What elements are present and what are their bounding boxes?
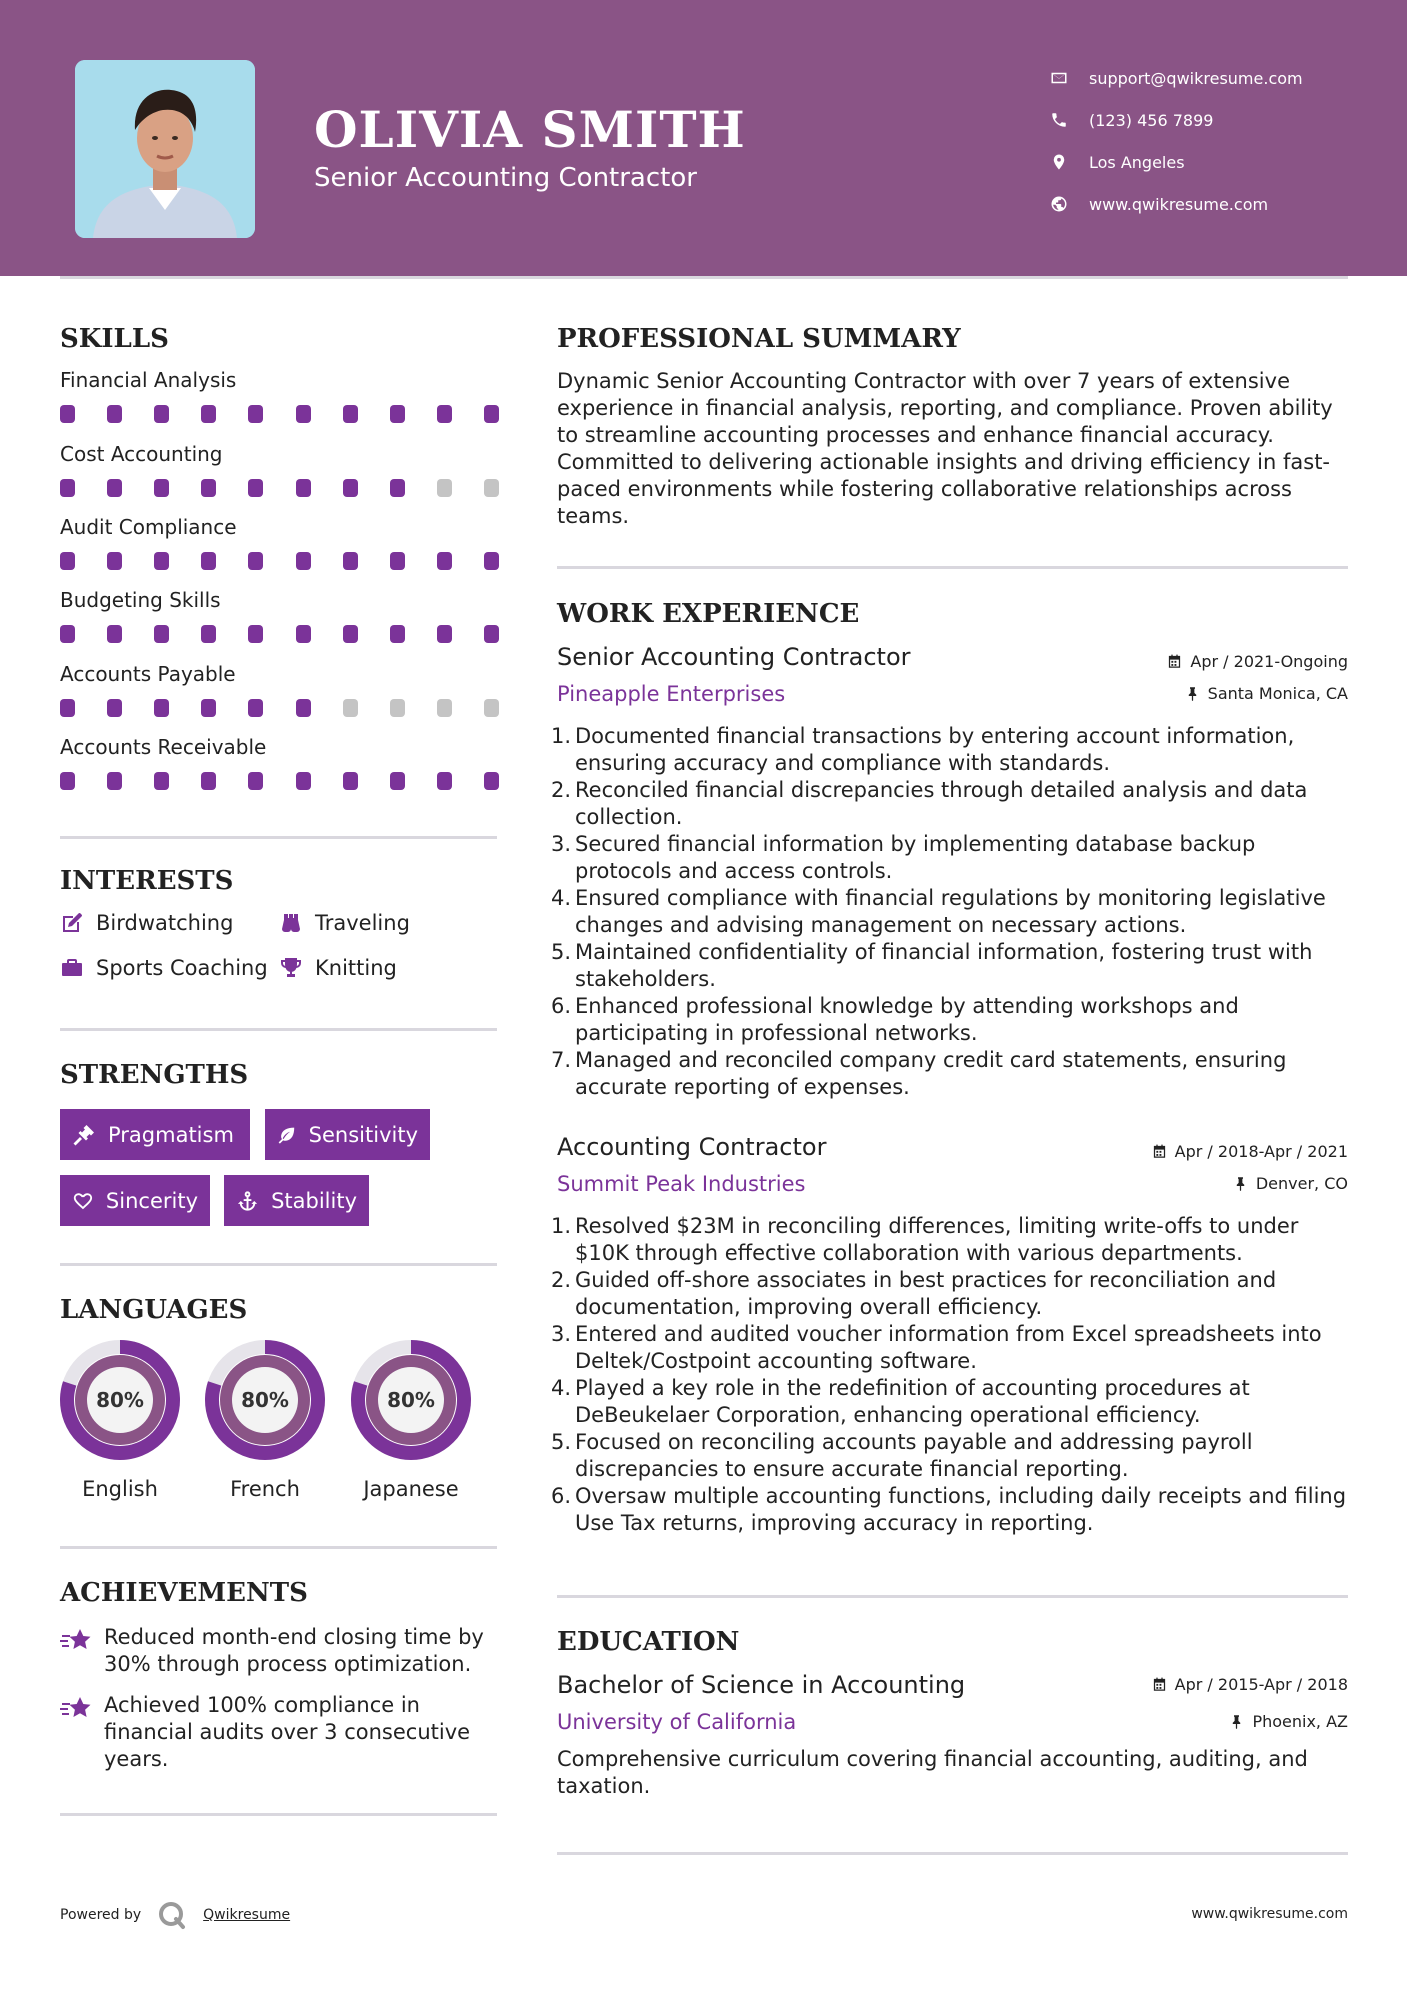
skill-dot-filled bbox=[343, 772, 358, 790]
experience-heading: WORK EXPERIENCE bbox=[557, 599, 860, 629]
language-percent: 80% bbox=[387, 1388, 435, 1412]
job-location-text: Denver, CO bbox=[1255, 1174, 1348, 1193]
job-bullet: 3. Entered and audited voucher information from Excel spreadsheets into Deltek/Costpoint accounting software. bbox=[551, 1322, 1322, 1373]
skill-rating bbox=[60, 479, 500, 497]
skill-dot-filled bbox=[296, 699, 311, 717]
strength-label: Sincerity bbox=[105, 1188, 198, 1213]
calendar-icon bbox=[1152, 1144, 1167, 1159]
footer-powered-by bbox=[60, 1900, 290, 1930]
skill-dot-filled bbox=[154, 625, 169, 643]
profile-photo bbox=[75, 60, 255, 238]
job-bullet: 1. Documented financial transactions by entering account information, ensuring accuracy and compliance with standards. bbox=[551, 724, 1295, 775]
anchor-icon bbox=[236, 1189, 259, 1213]
skill-dot-filled bbox=[248, 552, 263, 570]
globe-icon bbox=[1050, 195, 1068, 213]
skill-dot-filled bbox=[107, 552, 122, 570]
education-description: Comprehensive curriculum covering financial accounting, auditing, and taxation. bbox=[557, 1747, 1308, 1798]
language-ring bbox=[351, 1340, 471, 1460]
calendar-icon bbox=[1167, 654, 1182, 669]
interest-label: Birdwatching bbox=[96, 911, 234, 935]
education-dates-text: Apr / 2015-Apr / 2018 bbox=[1174, 1675, 1348, 1694]
skill-dot-filled bbox=[60, 625, 75, 643]
profile-photo-image bbox=[75, 60, 255, 238]
job-title: Accounting Contractor bbox=[557, 1133, 827, 1161]
section-divider bbox=[60, 1028, 497, 1031]
trophy-icon bbox=[279, 956, 303, 980]
language-ring bbox=[205, 1340, 325, 1460]
skill-dot-empty bbox=[343, 699, 358, 717]
interest-label: Sports Coaching bbox=[96, 956, 268, 980]
phone-icon bbox=[1050, 111, 1068, 129]
skill-dot-filled bbox=[296, 479, 311, 497]
skill-rating bbox=[60, 625, 500, 643]
section-divider bbox=[60, 1813, 497, 1816]
skill-label-accounts-receivable: Accounts Receivable bbox=[60, 735, 267, 759]
language-percent: 80% bbox=[241, 1388, 289, 1412]
location-pin-icon bbox=[1050, 153, 1068, 171]
section-divider bbox=[60, 1546, 497, 1549]
skill-rating bbox=[60, 552, 500, 570]
skill-dot-filled bbox=[248, 699, 263, 717]
skill-dot-filled bbox=[201, 772, 216, 790]
skill-dot-filled bbox=[437, 405, 452, 423]
interest-label: Knitting bbox=[315, 956, 397, 980]
achievement-text: Reduced month-end closing time by 30% through process optimization. bbox=[104, 1625, 484, 1676]
skill-dot-filled bbox=[296, 552, 311, 570]
skill-dot-filled bbox=[107, 405, 122, 423]
skill-dot-filled bbox=[201, 552, 216, 570]
language-percent: 80% bbox=[96, 1388, 144, 1412]
skill-dot-filled bbox=[60, 552, 75, 570]
skill-dot-filled bbox=[154, 479, 169, 497]
header-divider bbox=[60, 276, 1348, 279]
education-heading: EDUCATION bbox=[557, 1627, 740, 1657]
education-degree: Bachelor of Science in Accounting bbox=[557, 1671, 966, 1699]
calendar-icon bbox=[1152, 1677, 1167, 1692]
job-location-text: Santa Monica, CA bbox=[1207, 684, 1348, 703]
skill-dot-filled bbox=[248, 772, 263, 790]
contact-phone[interactable] bbox=[1050, 99, 1370, 141]
skill-dot-filled bbox=[107, 699, 122, 717]
job-bullet: 5. Maintained confidentiality of financial information, fostering trust with stakeholders. bbox=[551, 940, 1313, 991]
summary-heading: PROFESSIONAL SUMMARY bbox=[557, 324, 961, 354]
qwikresume-link[interactable]: Qwikresume bbox=[203, 1907, 291, 1923]
skill-dot-filled bbox=[60, 479, 75, 497]
job-bullet: 6. Oversaw multiple accounting functions, including daily receipts and filing Use Tax returns, improving accuracy in reporting. bbox=[551, 1484, 1347, 1535]
star-icon bbox=[60, 1694, 92, 1724]
skill-dot-empty bbox=[484, 479, 499, 497]
skill-dot-filled bbox=[390, 772, 405, 790]
skill-label-budgeting-skills: Budgeting Skills bbox=[60, 588, 221, 612]
education-dates bbox=[1152, 1675, 1348, 1694]
heart-icon bbox=[72, 1189, 94, 1213]
skill-dot-filled bbox=[343, 625, 358, 643]
section-divider bbox=[557, 566, 1348, 569]
candidate-name: OLIVIA SMITH bbox=[314, 100, 746, 159]
skill-label-accounts-payable: Accounts Payable bbox=[60, 662, 236, 686]
summary-text: Dynamic Senior Accounting Contractor with over 7 years of extensive experience in financial analysis, reporting, and compliance. Proven ability to streamline accounting processes and enhance financial accuracy. Committed to delivering actionable insights and driving efficiency in fast-paced environments while fostering collaborative relationships across teams. bbox=[557, 369, 1333, 528]
contact-website-text: www.qwikresume.com bbox=[1089, 194, 1269, 214]
education-location-text: Phoenix, AZ bbox=[1252, 1712, 1348, 1731]
job-bullet: 3. Secured financial information by implementing database backup protocols and access controls. bbox=[551, 832, 1256, 883]
skill-rating bbox=[60, 699, 500, 717]
skill-dot-filled bbox=[296, 625, 311, 643]
contact-email-text: support@qwikresume.com bbox=[1089, 68, 1303, 88]
contact-phone-text: (123) 456 7899 bbox=[1089, 110, 1214, 130]
language-label: English bbox=[82, 1477, 158, 1501]
job-dates bbox=[1152, 1142, 1348, 1161]
contact-location-text: Los Angeles bbox=[1089, 152, 1185, 172]
star-icon bbox=[60, 1626, 92, 1656]
skill-dot-filled bbox=[201, 479, 216, 497]
skill-dot-empty bbox=[484, 699, 499, 717]
job-dates-text: Apr / 2018-Apr / 2021 bbox=[1174, 1142, 1348, 1161]
section-divider bbox=[557, 1595, 1348, 1598]
skill-dot-filled bbox=[248, 479, 263, 497]
skill-label-financial-analysis: Financial Analysis bbox=[60, 368, 237, 392]
interest-item bbox=[279, 956, 397, 980]
pushpin-icon bbox=[1233, 1176, 1248, 1191]
job-location bbox=[1233, 1174, 1348, 1193]
section-divider bbox=[60, 836, 497, 839]
education-location bbox=[1229, 1712, 1348, 1731]
skill-dot-filled bbox=[437, 552, 452, 570]
skill-dot-filled bbox=[201, 405, 216, 423]
strength-tag bbox=[60, 1109, 250, 1160]
job-bullet: 4. Ensured compliance with financial regulations by monitoring legislative changes and advising management on necessary actions. bbox=[551, 886, 1326, 937]
interest-item bbox=[60, 911, 233, 935]
skill-dot-filled bbox=[201, 625, 216, 643]
job-bullet: 6. Enhanced professional knowledge by attending workshops and participating in professional networks. bbox=[551, 994, 1239, 1045]
skill-dot-filled bbox=[343, 479, 358, 497]
skill-dot-filled bbox=[154, 405, 169, 423]
job-dates-text: Apr / 2021-Ongoing bbox=[1190, 652, 1348, 671]
binoculars-icon bbox=[279, 911, 303, 935]
skill-dot-filled bbox=[154, 552, 169, 570]
skill-dot-filled bbox=[390, 479, 405, 497]
skill-dot-filled bbox=[437, 625, 452, 643]
interest-item bbox=[279, 911, 410, 935]
strength-tag bbox=[60, 1175, 210, 1226]
resume-header bbox=[0, 0, 1407, 276]
strength-label: Sensitivity bbox=[308, 1122, 418, 1147]
skill-rating bbox=[60, 405, 500, 423]
skill-dot-filled bbox=[390, 625, 405, 643]
powered-by-text: Powered by bbox=[60, 1907, 142, 1923]
gavel-icon bbox=[72, 1123, 96, 1147]
skill-dot-filled bbox=[343, 405, 358, 423]
skill-dot-filled bbox=[484, 552, 499, 570]
language-item bbox=[205, 1340, 325, 1501]
skill-dot-filled bbox=[154, 699, 169, 717]
skill-dot-filled bbox=[390, 405, 405, 423]
skill-dot-filled bbox=[107, 772, 122, 790]
job-bullet: 5. Focused on reconciling accounts payable and addressing payroll discrepancies to ensure accurate financial reporting. bbox=[551, 1430, 1253, 1481]
strength-label: Stability bbox=[271, 1188, 357, 1213]
section-divider bbox=[60, 1263, 497, 1266]
skill-dot-filled bbox=[296, 772, 311, 790]
candidate-title: Senior Accounting Contractor bbox=[314, 163, 697, 193]
achievements-heading: ACHIEVEMENTS bbox=[60, 1578, 308, 1608]
skill-dot-filled bbox=[107, 625, 122, 643]
job-bullet: 7. Managed and reconciled company credit card statements, ensuring accurate reporting of expenses. bbox=[551, 1048, 1287, 1099]
briefcase-icon bbox=[60, 956, 84, 980]
job-bullet: 1. Resolved $23M in reconciling differences, limiting write-offs to under $10K through effective collaboration with various departments. bbox=[551, 1214, 1299, 1265]
skill-dot-filled bbox=[296, 405, 311, 423]
skill-dot-filled bbox=[248, 405, 263, 423]
skill-dot-filled bbox=[154, 772, 169, 790]
job-title: Senior Accounting Contractor bbox=[557, 643, 911, 671]
education-school: University of California bbox=[557, 1710, 797, 1734]
job-dates bbox=[1167, 652, 1348, 671]
skill-label-cost-accounting: Cost Accounting bbox=[60, 442, 223, 466]
job-bullets bbox=[551, 723, 1357, 1101]
achievement-item bbox=[60, 1624, 500, 1678]
language-label: French bbox=[230, 1477, 300, 1501]
languages-heading: LANGUAGES bbox=[60, 1295, 248, 1325]
skill-dot-empty bbox=[437, 479, 452, 497]
edit-icon bbox=[60, 911, 84, 935]
skill-dot-filled bbox=[248, 625, 263, 643]
job-company: Summit Peak Industries bbox=[557, 1172, 806, 1196]
contact-list bbox=[1050, 57, 1370, 225]
job-bullet: 2. Guided off-shore associates in best practices for reconciliation and documentation, improving overall efficiency. bbox=[551, 1268, 1277, 1319]
skill-dot-filled bbox=[107, 479, 122, 497]
pushpin-icon bbox=[1229, 1714, 1244, 1729]
language-label: Japanese bbox=[363, 1477, 459, 1501]
language-item bbox=[60, 1340, 180, 1501]
pushpin-icon bbox=[1185, 686, 1200, 701]
job-company: Pineapple Enterprises bbox=[557, 682, 786, 706]
skills-heading: SKILLS bbox=[60, 324, 169, 354]
email-icon bbox=[1050, 69, 1068, 87]
strengths-heading: STRENGTHS bbox=[60, 1060, 249, 1090]
skill-dot-filled bbox=[437, 772, 452, 790]
skill-dot-filled bbox=[484, 625, 499, 643]
contact-email[interactable] bbox=[1050, 57, 1370, 99]
leaf-icon bbox=[277, 1123, 297, 1147]
strength-tag bbox=[224, 1175, 369, 1226]
skill-dot-filled bbox=[60, 772, 75, 790]
skill-dot-empty bbox=[437, 699, 452, 717]
job-bullet: 2. Reconciled financial discrepancies through detailed analysis and data collection. bbox=[551, 778, 1308, 829]
job-bullet: 4. Played a key role in the redefinition of accounting procedures at DeBeukelaer Corporation, enhancing operational efficiency. bbox=[551, 1376, 1250, 1427]
skill-dot-filled bbox=[60, 405, 75, 423]
skill-dot-empty bbox=[390, 699, 405, 717]
skill-dot-filled bbox=[201, 699, 216, 717]
skill-dot-filled bbox=[390, 552, 405, 570]
language-ring bbox=[60, 1340, 180, 1460]
skill-dot-filled bbox=[484, 405, 499, 423]
interests-heading: INTERESTS bbox=[60, 866, 234, 896]
footer-url[interactable]: www.qwikresume.com bbox=[1191, 1906, 1348, 1922]
qwikresume-logo-icon bbox=[157, 1900, 187, 1930]
skill-dot-filled bbox=[343, 552, 358, 570]
strength-tag bbox=[265, 1109, 430, 1160]
skill-rating bbox=[60, 772, 500, 790]
skill-label-audit-compliance: Audit Compliance bbox=[60, 515, 237, 539]
skill-dot-filled bbox=[60, 699, 75, 717]
interest-item bbox=[60, 956, 268, 980]
contact-website[interactable] bbox=[1050, 183, 1370, 225]
job-location bbox=[1185, 684, 1348, 703]
language-item bbox=[351, 1340, 471, 1501]
job-bullets bbox=[551, 1213, 1357, 1537]
achievement-text: Achieved 100% compliance in financial audits over 3 consecutive years. bbox=[104, 1693, 471, 1771]
section-divider bbox=[557, 1852, 1348, 1855]
interest-label: Traveling bbox=[315, 911, 410, 935]
skill-dot-filled bbox=[484, 772, 499, 790]
achievement-item bbox=[60, 1692, 500, 1773]
strength-label: Pragmatism bbox=[108, 1122, 234, 1147]
contact-location bbox=[1050, 141, 1370, 183]
